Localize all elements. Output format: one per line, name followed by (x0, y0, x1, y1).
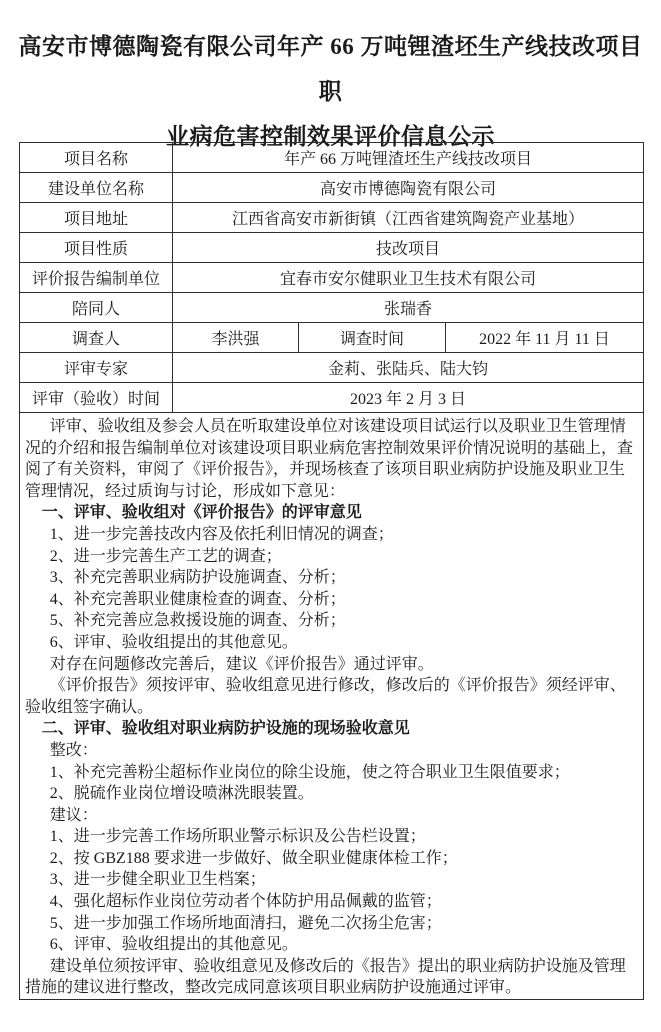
row-value: 金莉、张陆兵、陆大钧 (173, 353, 644, 383)
table-row-project-name (20, 143, 644, 173)
opinion-item: 3、补充完善职业病防护设施调查、分析； (49, 569, 346, 587)
opinion-final-paragraph: 建设单位须按评审、验收组意见及修改后的《报告》提出的职业病防护设施及管理措施的建议进行整改，整改完成同意该项目职业病防护设施通过评审。 (25, 957, 626, 997)
row-label-2: 调查时间 (299, 323, 446, 353)
suggestion-label: 建议： (49, 806, 98, 824)
document-page (0, 24, 661, 1032)
row-value: 江西省高安市新街镇（江西省建筑陶瓷产业基地） (173, 203, 644, 233)
table-row-accompanying-person (20, 293, 644, 323)
table-row-investigator (20, 323, 644, 353)
opinion-item: 1、进一步完善技改内容及依托利旧情况的调查； (49, 525, 394, 543)
opinion-item: 5、补充完善应急救援设施的调查、分析； (49, 612, 346, 630)
row-value: 李洪强 (173, 323, 299, 353)
row-value: 技改项目 (173, 233, 644, 263)
suggestion-item: 6、评审、验收组提出的其他意见。 (49, 936, 298, 954)
row-label: 建设单位名称 (20, 173, 173, 203)
table-row-report-agency (20, 263, 644, 293)
suggestion-item: 5、进一步加强工作场所地面清扫，避免二次扬尘危害； (49, 914, 442, 932)
row-value: 高安市博德陶瓷有限公司 (173, 173, 644, 203)
row-label: 评审专家 (20, 353, 173, 383)
suggestion-item: 2、按 GBZ188 要求进一步做好、做全职业健康体检工作； (49, 849, 458, 867)
rectification-label: 整改： (49, 741, 98, 759)
project-info-table (19, 142, 644, 1000)
row-label: 陪同人 (20, 293, 173, 323)
row-label: 项目名称 (20, 143, 173, 173)
row-label: 评价报告编制单位 (20, 263, 173, 293)
row-value: 2023 年 2 月 3 日 (173, 383, 644, 413)
table-row-project-address (20, 203, 644, 233)
table-row-review-date (20, 383, 644, 413)
opinion-item: 4、补充完善职业健康检查的调查、分析； (49, 590, 346, 608)
opinion-cell (20, 413, 644, 1000)
row-label: 调查人 (20, 323, 173, 353)
table-row-review-experts (20, 353, 644, 383)
opinion-intro-paragraph: 评审、验收组及参会人员在听取建设单位对该建设项目试运行以及职业卫生管理情况的介绍和报告编制单位对该建设项目职业病危害控制效果评价情况说明的基础上，查阅了有关资料，审阅了《评价报告》，并现场核查了该项目职业病防护设施及职业卫生管理情况，经过质询与讨论，形成如下意见： (25, 418, 634, 500)
table-row-builder-name (20, 173, 644, 203)
suggestion-item: 3、进一步健全职业卫生档案； (49, 871, 266, 889)
table-row-opinions (20, 413, 644, 1000)
row-label: 评审（验收）时间 (20, 383, 173, 413)
rectification-item: 1、补充完善粉尘超标作业岗位的除尘设施，使之符合职业卫生限值要求； (49, 763, 570, 781)
suggestion-item: 4、强化超标作业岗位劳动者个体防护用品佩戴的监管； (49, 893, 442, 911)
page-title (16, 24, 645, 159)
table-row-project-nature (20, 233, 644, 263)
opinion-section-1-heading: 一、评审、验收组对《评价报告》的评审意见 (41, 504, 362, 522)
row-value: 张瑞香 (173, 293, 644, 323)
row-value-2: 2022 年 11 月 11 日 (446, 323, 644, 353)
opinion-item: 6、评审、验收组提出的其他意见。 (49, 633, 298, 651)
suggestion-item: 1、进一步完善工作场所职业警示标识及公告栏设置； (49, 828, 426, 846)
page-title-line-2: 业病危害控制效果评价信息公示 (166, 124, 495, 149)
row-label: 项目地址 (20, 203, 173, 233)
opinion-conclusion-paragraph: 对存在问题修改完善后，建议《评价报告》通过评审。 (49, 655, 434, 673)
page-title-line-1: 高安市博德陶瓷有限公司年产 66 万吨锂渣坯生产线技改项目职 (18, 34, 643, 104)
opinion-section-2-heading: 二、评审、验收组对职业病防护设施的现场验收意见 (41, 720, 410, 738)
opinion-item: 2、进一步完善生产工艺的调查； (49, 547, 282, 565)
row-label: 项目性质 (20, 233, 173, 263)
rectification-item: 2、脱硫作业岗位增设喷淋洗眼装置。 (49, 785, 314, 803)
row-value: 宜春市安尔健职业卫生技术有限公司 (173, 263, 644, 293)
row-value: 年产 66 万吨锂渣坯生产线技改项目 (173, 143, 644, 173)
opinion-revision-paragraph: 《评价报告》须按评审、验收组意见进行修改，修改后的《评价报告》须经评审、验收组签字确认。 (25, 677, 626, 716)
